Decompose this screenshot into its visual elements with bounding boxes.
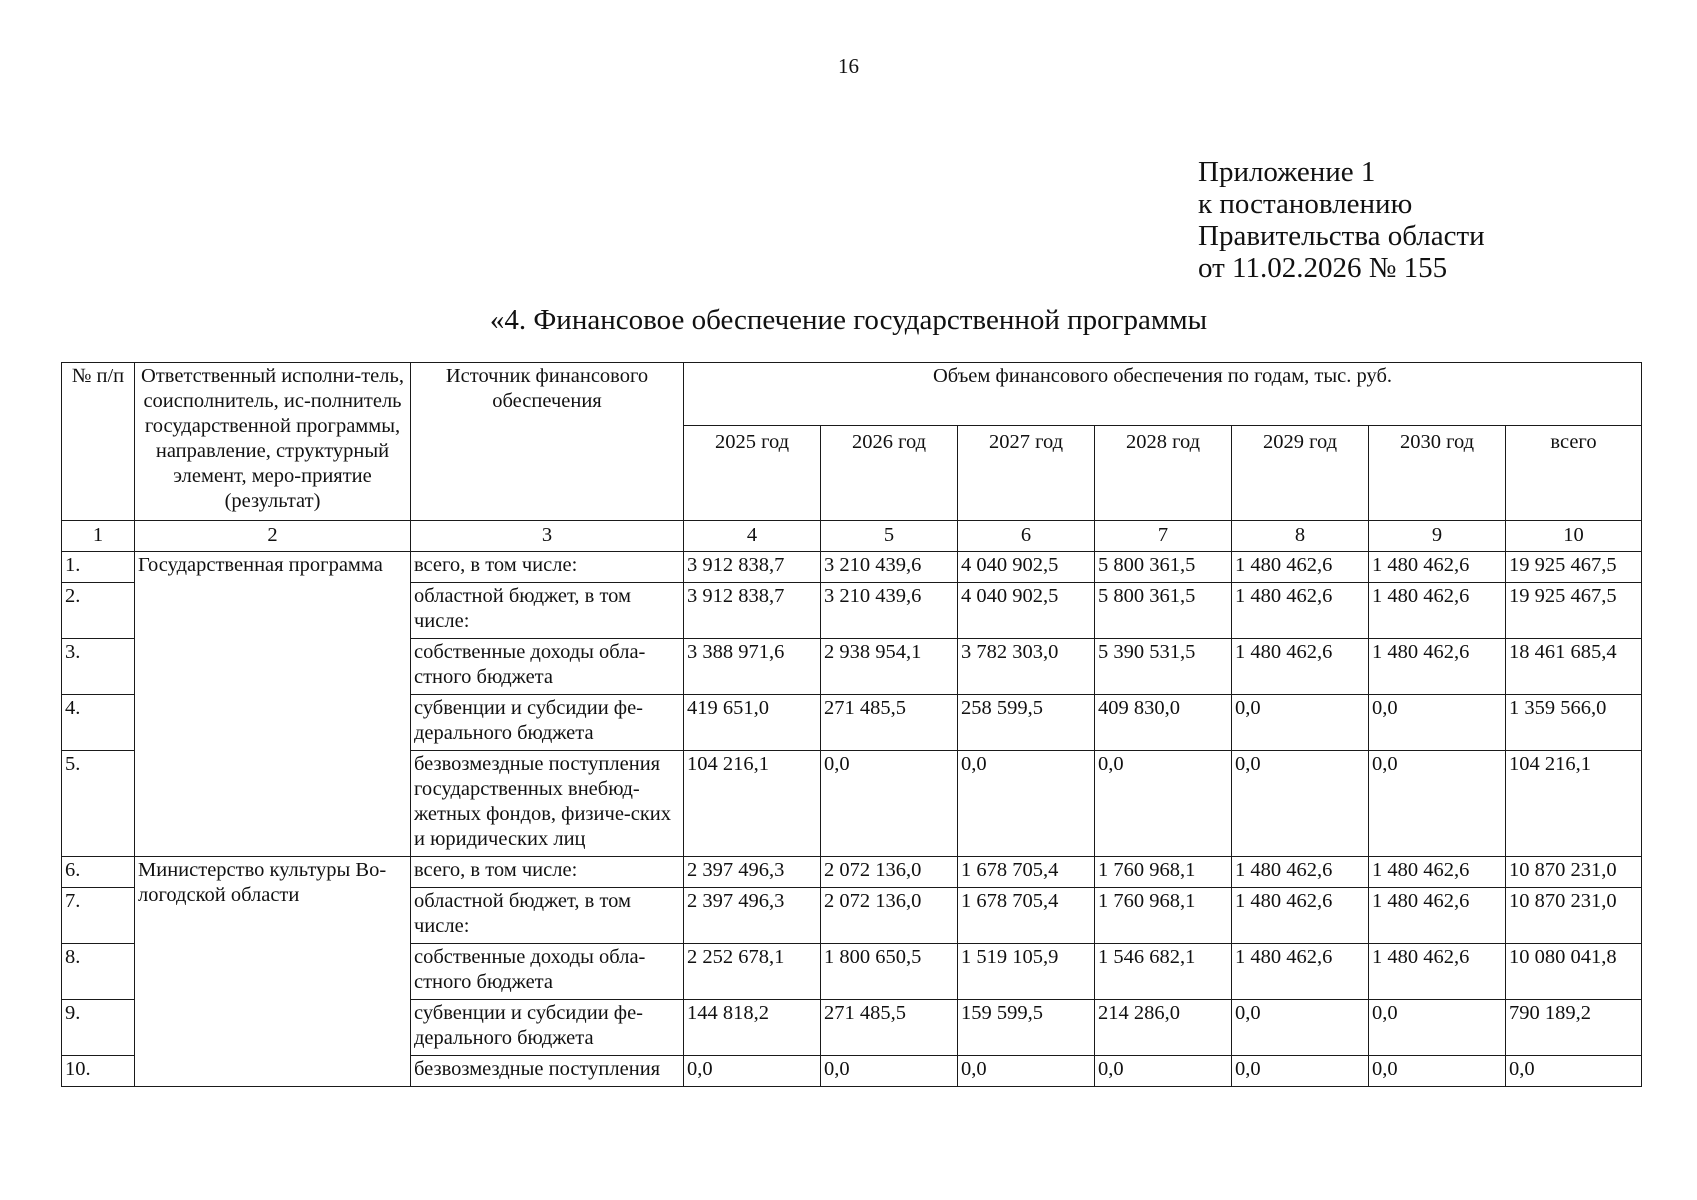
source-cell: областной бюджет, в том числе: (411, 888, 684, 944)
source-cell: субвенции и субсидии фе-дерального бюджета (411, 1000, 684, 1056)
year-value-cell: 1 480 462,6 (1232, 639, 1369, 695)
appendix-line: Правительства области (1198, 220, 1485, 252)
year-value-cell: 0,0 (1232, 1056, 1369, 1087)
year-value-cell: 3 388 971,6 (684, 639, 821, 695)
column-number: 2 (135, 521, 411, 552)
column-number: 5 (821, 521, 958, 552)
year-value-cell: 271 485,5 (821, 695, 958, 751)
header-year: 2025 год (684, 426, 821, 521)
table-row (62, 857, 1642, 888)
header-year: 2026 год (821, 426, 958, 521)
year-value-cell: 3 210 439,6 (821, 583, 958, 639)
row-number: 10. (62, 1056, 135, 1087)
year-value-cell: 1 480 462,6 (1232, 583, 1369, 639)
source-cell: безвозмездные поступления (411, 1056, 684, 1087)
appendix-block (1198, 156, 1485, 284)
header-volume: Объем финансового обеспечения по годам, тыс. руб. (684, 363, 1642, 426)
column-number: 4 (684, 521, 821, 552)
row-number: 4. (62, 695, 135, 751)
row-number: 3. (62, 639, 135, 695)
year-value-cell: 2 938 954,1 (821, 639, 958, 695)
year-value-cell: 4 040 902,5 (958, 552, 1095, 583)
year-value-cell: 1 480 462,6 (1232, 944, 1369, 1000)
appendix-line: от 11.02.2026 № 155 (1198, 252, 1448, 284)
total-value-cell: 19 925 467,5 (1506, 583, 1642, 639)
year-value-cell: 1 800 650,5 (821, 944, 958, 1000)
year-value-cell: 0,0 (684, 1056, 821, 1087)
table-row (62, 552, 1642, 583)
appendix-line: Приложение 1 (1198, 156, 1376, 188)
year-value-cell: 419 651,0 (684, 695, 821, 751)
source-cell: собственные доходы обла-стного бюджета (411, 944, 684, 1000)
year-value-cell: 1 480 462,6 (1369, 888, 1506, 944)
year-value-cell: 1 760 968,1 (1095, 857, 1232, 888)
header-year: 2030 год (1369, 426, 1506, 521)
year-value-cell: 1 480 462,6 (1369, 583, 1506, 639)
year-value-cell: 0,0 (1095, 751, 1232, 857)
total-value-cell: 10 870 231,0 (1506, 857, 1642, 888)
executor-cell: Государственная программа (135, 552, 411, 857)
year-value-cell: 159 599,5 (958, 1000, 1095, 1056)
total-value-cell: 10 870 231,0 (1506, 888, 1642, 944)
year-value-cell: 1 480 462,6 (1369, 552, 1506, 583)
year-value-cell: 258 599,5 (958, 695, 1095, 751)
year-value-cell: 5 800 361,5 (1095, 552, 1232, 583)
year-value-cell: 2 397 496,3 (684, 888, 821, 944)
page-number: 16 (838, 54, 859, 78)
year-value-cell: 0,0 (1369, 751, 1506, 857)
source-cell: областной бюджет, в том числе: (411, 583, 684, 639)
total-value-cell: 1 359 566,0 (1506, 695, 1642, 751)
row-number: 1. (62, 552, 135, 583)
year-value-cell: 1 678 705,4 (958, 888, 1095, 944)
year-value-cell: 0,0 (1095, 1056, 1232, 1087)
row-number: 8. (62, 944, 135, 1000)
column-number: 3 (411, 521, 684, 552)
row-number: 5. (62, 751, 135, 857)
row-number: 2. (62, 583, 135, 639)
year-value-cell: 1 480 462,6 (1369, 639, 1506, 695)
header-year: 2027 год (958, 426, 1095, 521)
year-value-cell: 3 912 838,7 (684, 583, 821, 639)
column-number: 1 (62, 521, 135, 552)
year-value-cell: 4 040 902,5 (958, 583, 1095, 639)
year-value-cell: 1 480 462,6 (1232, 552, 1369, 583)
column-number: 9 (1369, 521, 1506, 552)
year-value-cell: 0,0 (958, 751, 1095, 857)
year-value-cell: 144 818,2 (684, 1000, 821, 1056)
executor-cell: Министерство культуры Во-логодской области (135, 857, 411, 1087)
header-source: Источник финансового обеспечения (411, 363, 684, 521)
total-value-cell: 790 189,2 (1506, 1000, 1642, 1056)
financing-table (61, 362, 1642, 1087)
column-number: 10 (1506, 521, 1642, 552)
appendix-line: к постановлению (1198, 188, 1413, 220)
year-value-cell: 3 782 303,0 (958, 639, 1095, 695)
source-cell: собственные доходы обла-стного бюджета (411, 639, 684, 695)
year-value-cell: 1 480 462,6 (1369, 857, 1506, 888)
header-executor: Ответственный исполни-тель, соисполнитель, ис-полнитель государственной программы, направление, структурный элемент, меро-приятие (результат) (135, 363, 411, 521)
year-value-cell: 2 252 678,1 (684, 944, 821, 1000)
total-value-cell: 104 216,1 (1506, 751, 1642, 857)
section-title: «4. Финансовое обеспечение государственной программы (489, 304, 1208, 336)
year-value-cell: 1 678 705,4 (958, 857, 1095, 888)
column-number: 8 (1232, 521, 1369, 552)
source-cell: субвенции и субсидии фе-дерального бюджета (411, 695, 684, 751)
header-year: 2028 год (1095, 426, 1232, 521)
row-number: 7. (62, 888, 135, 944)
year-value-cell: 3 210 439,6 (821, 552, 958, 583)
year-value-cell: 0,0 (1369, 695, 1506, 751)
year-value-cell: 1 480 462,6 (1232, 857, 1369, 888)
year-value-cell: 2 072 136,0 (821, 888, 958, 944)
year-value-cell: 3 912 838,7 (684, 552, 821, 583)
source-cell: всего, в том числе: (411, 552, 684, 583)
year-value-cell: 0,0 (1369, 1056, 1506, 1087)
year-value-cell: 104 216,1 (684, 751, 821, 857)
year-value-cell: 2 072 136,0 (821, 857, 958, 888)
year-value-cell: 0,0 (1232, 1000, 1369, 1056)
column-number: 6 (958, 521, 1095, 552)
header-year: 2029 год (1232, 426, 1369, 521)
year-value-cell: 0,0 (958, 1056, 1095, 1087)
source-cell: всего, в том числе: (411, 857, 684, 888)
column-number: 7 (1095, 521, 1232, 552)
year-value-cell: 0,0 (1232, 751, 1369, 857)
year-value-cell: 0,0 (821, 751, 958, 857)
year-value-cell: 1 480 462,6 (1369, 944, 1506, 1000)
source-cell: безвозмездные поступления государственных внебюд-жетных фондов, физиче-ских и юридических лиц (411, 751, 684, 857)
year-value-cell: 271 485,5 (821, 1000, 958, 1056)
row-number: 6. (62, 857, 135, 888)
header-num: № п/п (62, 363, 135, 521)
header-total: всего (1506, 426, 1642, 521)
year-value-cell: 1 760 968,1 (1095, 888, 1232, 944)
year-value-cell: 409 830,0 (1095, 695, 1232, 751)
year-value-cell: 1 480 462,6 (1232, 888, 1369, 944)
year-value-cell: 5 390 531,5 (1095, 639, 1232, 695)
total-value-cell: 18 461 685,4 (1506, 639, 1642, 695)
year-value-cell: 0,0 (1232, 695, 1369, 751)
year-value-cell: 1 546 682,1 (1095, 944, 1232, 1000)
row-number: 9. (62, 1000, 135, 1056)
year-value-cell: 0,0 (1369, 1000, 1506, 1056)
total-value-cell: 0,0 (1506, 1056, 1642, 1087)
year-value-cell: 5 800 361,5 (1095, 583, 1232, 639)
year-value-cell: 2 397 496,3 (684, 857, 821, 888)
year-value-cell: 0,0 (821, 1056, 958, 1087)
year-value-cell: 1 519 105,9 (958, 944, 1095, 1000)
total-value-cell: 19 925 467,5 (1506, 552, 1642, 583)
total-value-cell: 10 080 041,8 (1506, 944, 1642, 1000)
year-value-cell: 214 286,0 (1095, 1000, 1232, 1056)
